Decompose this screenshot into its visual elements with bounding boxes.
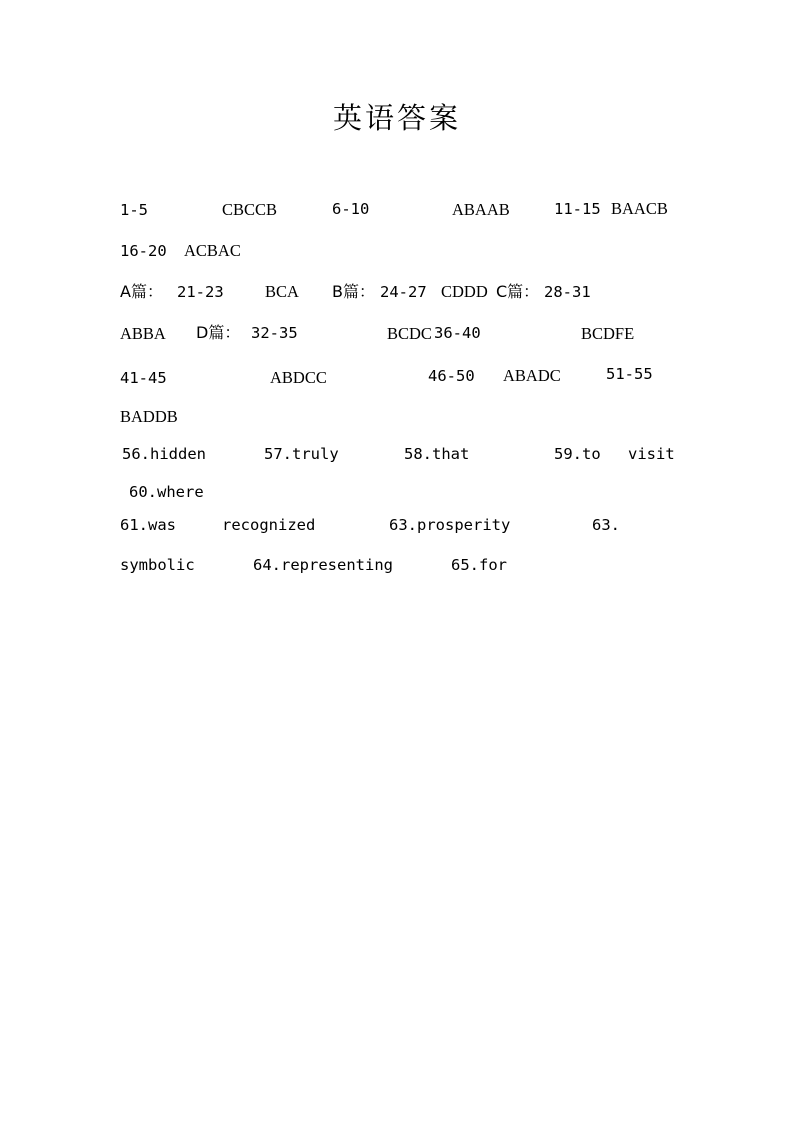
answer-key-32-35: BCDC [387,324,432,343]
fill-answer-65: 65.for [451,556,507,574]
answer-key-21-23: BCA [265,282,299,301]
fill-answer-59-cont: visit [628,445,675,463]
answer-key-41-45: ABDCC [270,368,327,387]
answer-range-32-35: 32-35 [251,324,298,342]
fill-answer-64: 64.representing [253,556,393,574]
fill-answer-63a: 63.prosperity [389,516,511,534]
answer-range-16-20: 16-20 [120,242,167,260]
answer-range-1-5: 1-5 [120,201,148,219]
fill-answer-63b-cont: symbolic [120,556,195,574]
answer-key-1-5: CBCCB [222,200,278,219]
answer-range-24-27: 24-27 [380,283,427,301]
answer-key-28-31: ABBA [120,324,166,343]
fill-answer-61: 61.was [120,516,176,534]
section-label-a: A篇： [120,282,163,301]
section-label-c: C篇： [496,282,540,301]
answer-range-41-45: 41-45 [120,369,167,387]
answer-key-11-15: BAACB [611,199,668,218]
answer-range-46-50: 46-50 [428,367,475,385]
answer-key-36-40: BCDFE [581,324,635,343]
fill-answer-63b: 63. [592,516,620,534]
fill-answer-56: 56.hidden [122,445,206,463]
answer-range-6-10: 6-10 [332,200,370,218]
answer-key-6-10: ABAAB [452,200,510,219]
page-title: 英语答案 [332,101,461,135]
fill-answer-59: 59.to [554,445,601,463]
answer-range-36-40: 36-40 [434,324,481,342]
fill-answer-57: 57.truly [264,445,339,463]
fill-answer-58: 58.that [404,445,470,463]
fill-answer-60: 60.where [129,483,204,501]
answer-range-11-15: 11-15 [554,200,601,218]
section-label-d: D篇： [196,323,241,342]
answer-key-16-20: ACBAC [184,241,241,260]
answer-range-28-31: 28-31 [544,283,591,301]
answer-key-46-50: ABADC [503,366,561,385]
answer-key-24-27: CDDD [441,282,488,301]
section-label-b: B篇： [332,282,375,301]
answer-range-21-23: 21-23 [177,283,224,301]
answer-range-51-55: 51-55 [606,365,653,383]
answer-key-51-55: BADDB [120,407,178,426]
fill-answer-61-cont: recognized [222,516,316,534]
